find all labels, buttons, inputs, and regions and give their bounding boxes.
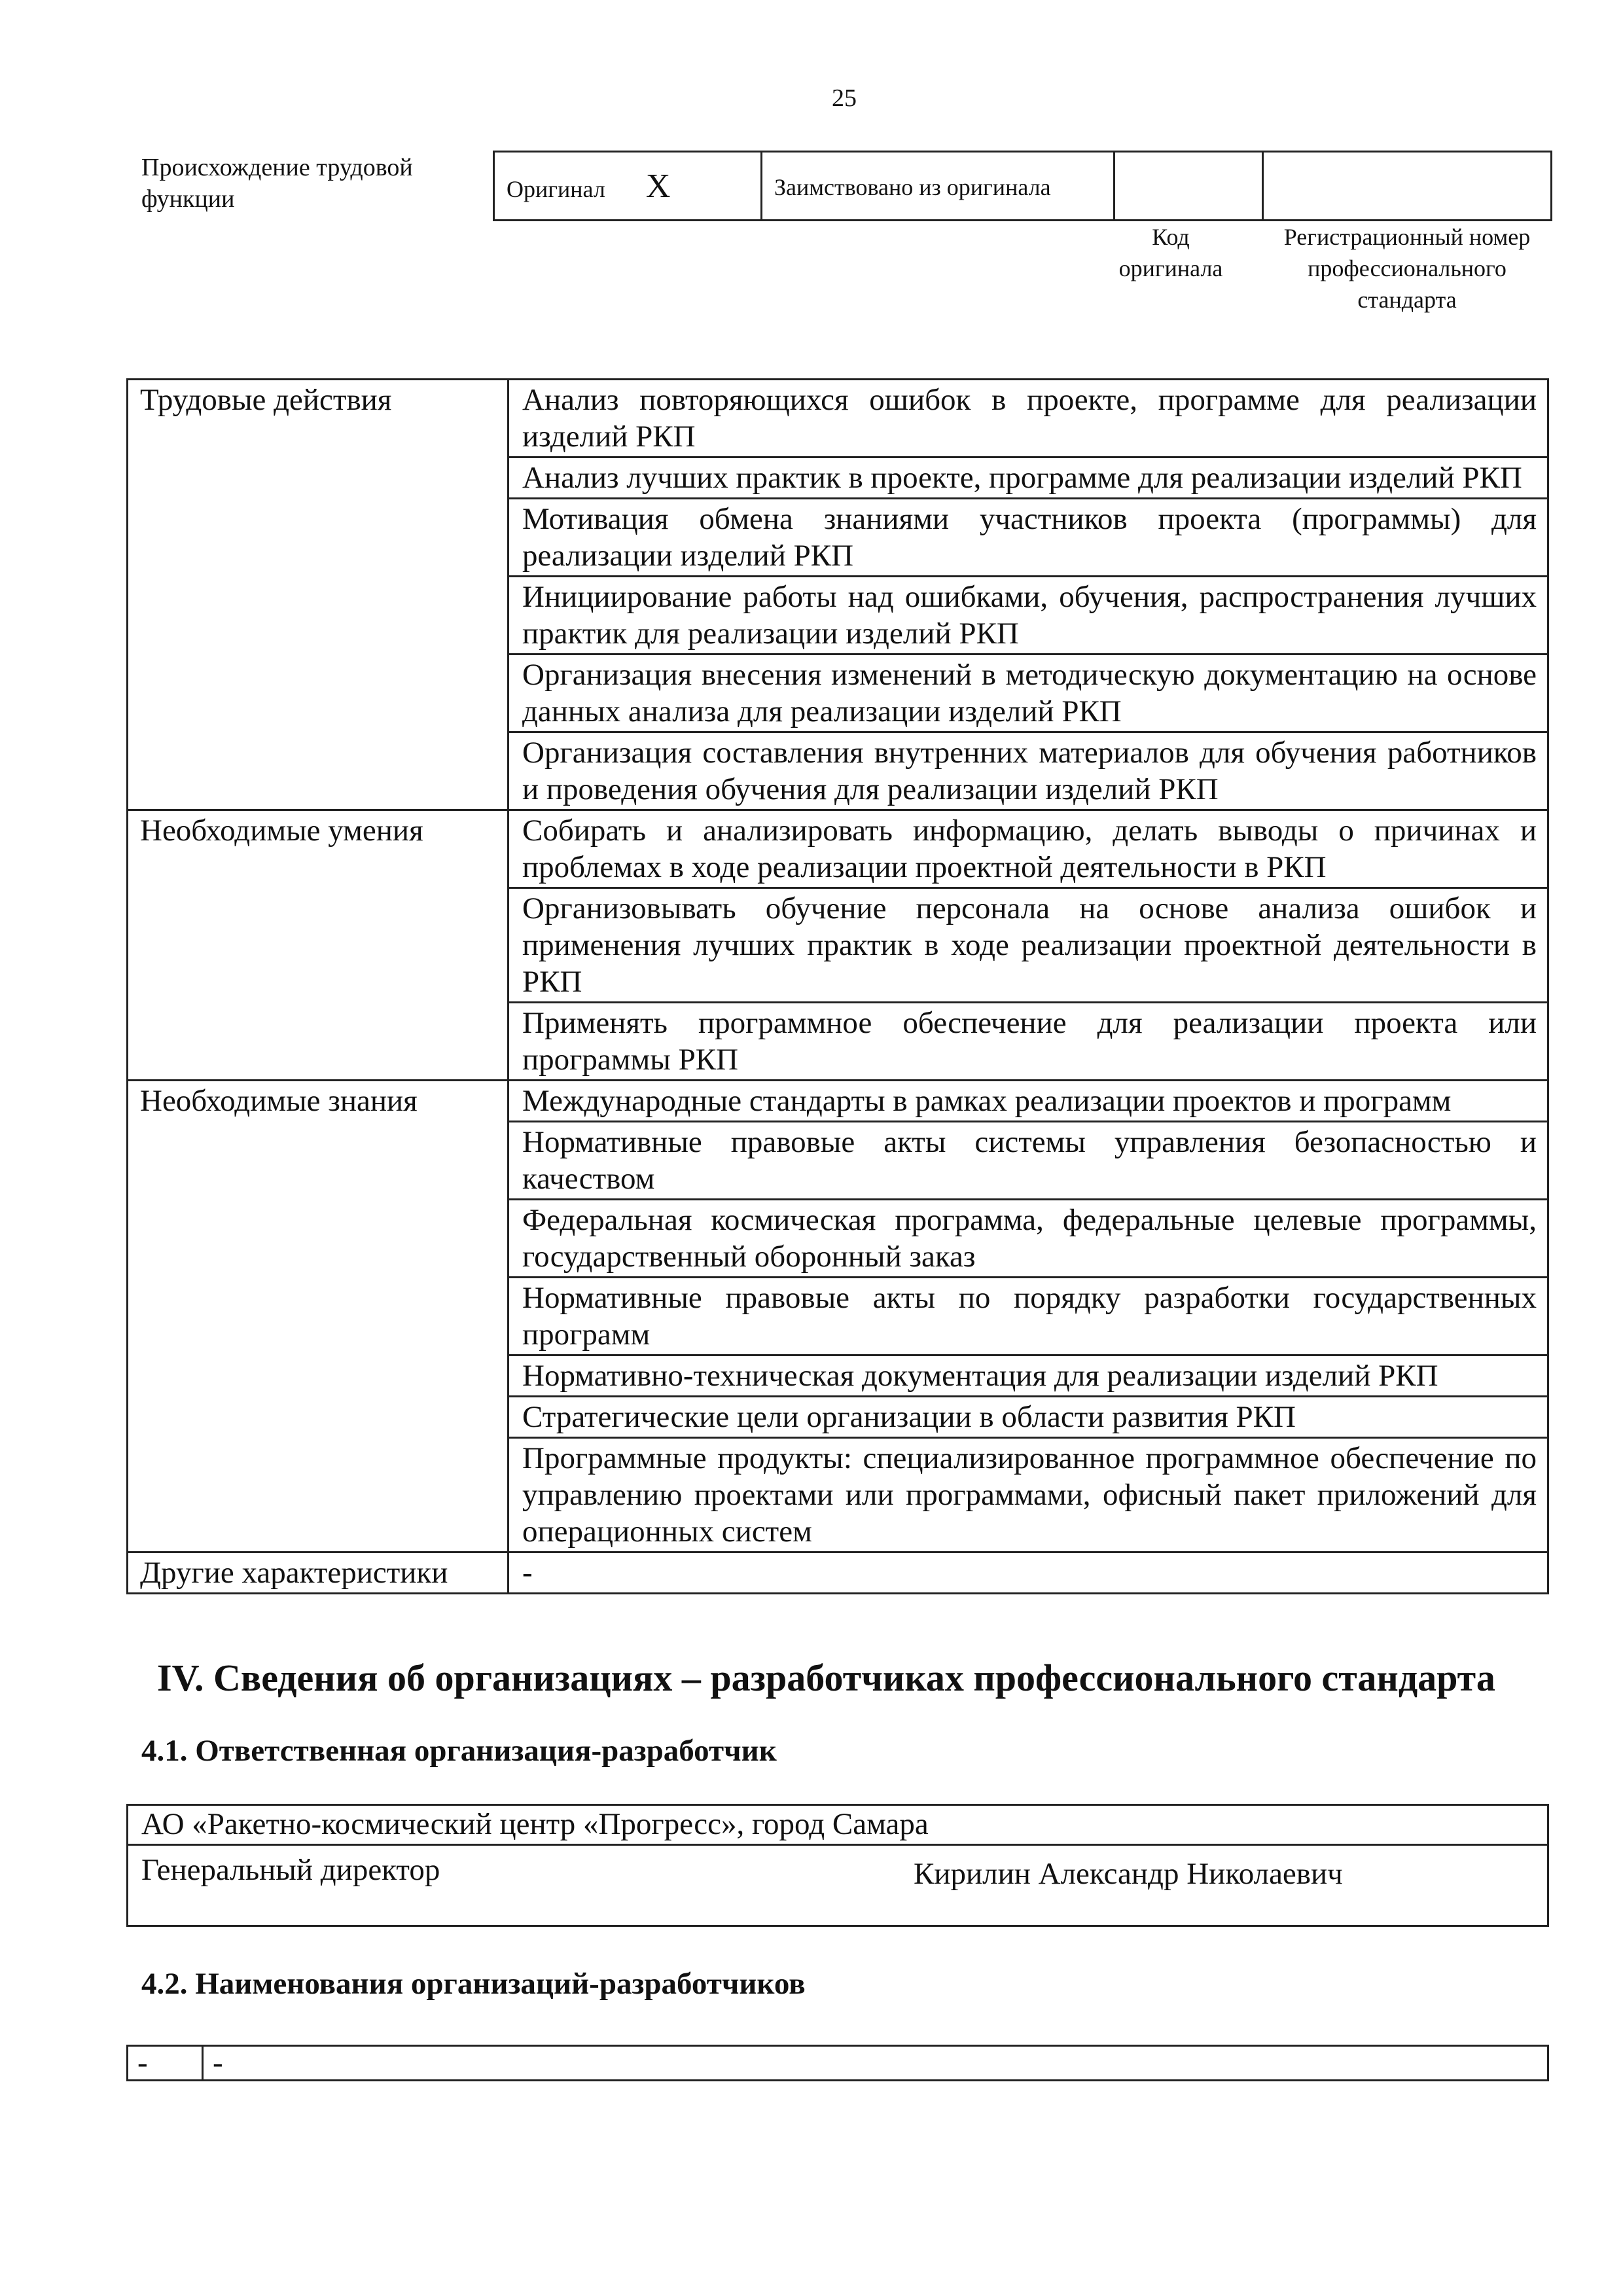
- origin-table: [493, 151, 1552, 221]
- responsible-org-box: [126, 1804, 1549, 1927]
- original-code-cell: [1115, 152, 1263, 221]
- registration-caption: Регистрационный номер профессионального стандарта: [1283, 224, 1531, 313]
- developer-orgs-table: [126, 2045, 1549, 2081]
- other-characteristics-label: Другие характеристики: [128, 1552, 508, 1594]
- knowledge-item: Федеральная космическая программа, федеральные целевые программы, государственный оборонный заказ: [508, 1200, 1548, 1278]
- knowledge-item: Нормативные правовые акты по порядку разработки государственных программ: [508, 1278, 1548, 1355]
- original-label: Оригинал: [507, 175, 605, 202]
- origin-label: Происхождение трудовой функции: [141, 154, 413, 213]
- labor-actions-label: Трудовые действия: [128, 380, 508, 810]
- labor-action-item: Организация составления внутренних материалов для обучения работников и проведения обучения для реализации изделий РКП: [508, 732, 1548, 810]
- dev-org-name: -: [203, 2046, 1548, 2081]
- skill-item: Организовывать обучение персонала на основе анализа ошибок и применения лучших практик в ходе реализации проектной деятельности в РКП: [508, 888, 1548, 1003]
- labor-action-item: Анализ лучших практик в проекте, программе для реализации изделий РКП: [508, 457, 1548, 499]
- knowledge-item: Нормативные правовые акты системы управления безопасностью и качеством: [508, 1122, 1548, 1200]
- responsible-org-name: АО «Ракетно-космический центр «Прогресс», город Самара: [141, 1807, 929, 1841]
- knowledge-label: Необходимые знания: [128, 1081, 508, 1552]
- table-row: [128, 2046, 1548, 2081]
- subsection-4-2-heading: 4.2. Наименования организаций-разработчиков: [141, 1967, 806, 2001]
- labor-action-item: Организация внесения изменений в методическую документацию на основе данных анализа для реализации изделий РКП: [508, 655, 1548, 732]
- skills-label: Необходимые умения: [128, 810, 508, 1081]
- skill-item: Применять программное обеспечение для реализации проекта или программы РКП: [508, 1003, 1548, 1081]
- original-cell: [494, 152, 762, 221]
- page-number: 25: [832, 84, 857, 112]
- labor-action-item: Инициирование работы над ошибками, обучения, распространения лучших практик для реализации изделий РКП: [508, 577, 1548, 655]
- knowledge-item: Программные продукты: специализированное программное обеспечение по управлению проектами или программами, офисный пакет приложений для операционных систем: [508, 1438, 1548, 1552]
- code-caption: Код оригинала: [1118, 224, 1223, 281]
- labor-function-table: [126, 378, 1549, 1594]
- director-position: Генеральный директор: [141, 1853, 440, 1887]
- subsection-4-1-heading: 4.1. Ответственная организация-разработчик: [141, 1734, 777, 1768]
- knowledge-item: Стратегические цели организации в области развития РКП: [508, 1397, 1548, 1438]
- knowledge-item: Международные стандарты в рамках реализации проектов и программ: [508, 1081, 1548, 1122]
- section-heading: IV. Сведения об организациях – разработчиках профессионального стандарта: [157, 1657, 1495, 1699]
- labor-action-item: Анализ повторяющихся ошибок в проекте, программе для реализации изделий РКП: [508, 380, 1548, 457]
- dev-org-number: -: [128, 2046, 203, 2081]
- other-characteristics-value: -: [508, 1552, 1548, 1594]
- knowledge-item: Нормативно-техническая документация для реализации изделий РКП: [508, 1355, 1548, 1397]
- skill-item: Собирать и анализировать информацию, делать выводы о причинах и проблемах в ходе реализации проектной деятельности в РКП: [508, 810, 1548, 888]
- divider: [128, 1844, 1547, 1846]
- borrowed-cell: [762, 152, 1115, 221]
- original-mark: X: [645, 167, 671, 205]
- director-name: Кирилин Александр Николаевич: [914, 1857, 1343, 1891]
- borrowed-label: Заимствовано из оригинала: [774, 174, 1051, 200]
- labor-action-item: Мотивация обмена знаниями участников проекта (программы) для реализации изделий РКП: [508, 499, 1548, 577]
- registration-number-cell: [1263, 152, 1552, 221]
